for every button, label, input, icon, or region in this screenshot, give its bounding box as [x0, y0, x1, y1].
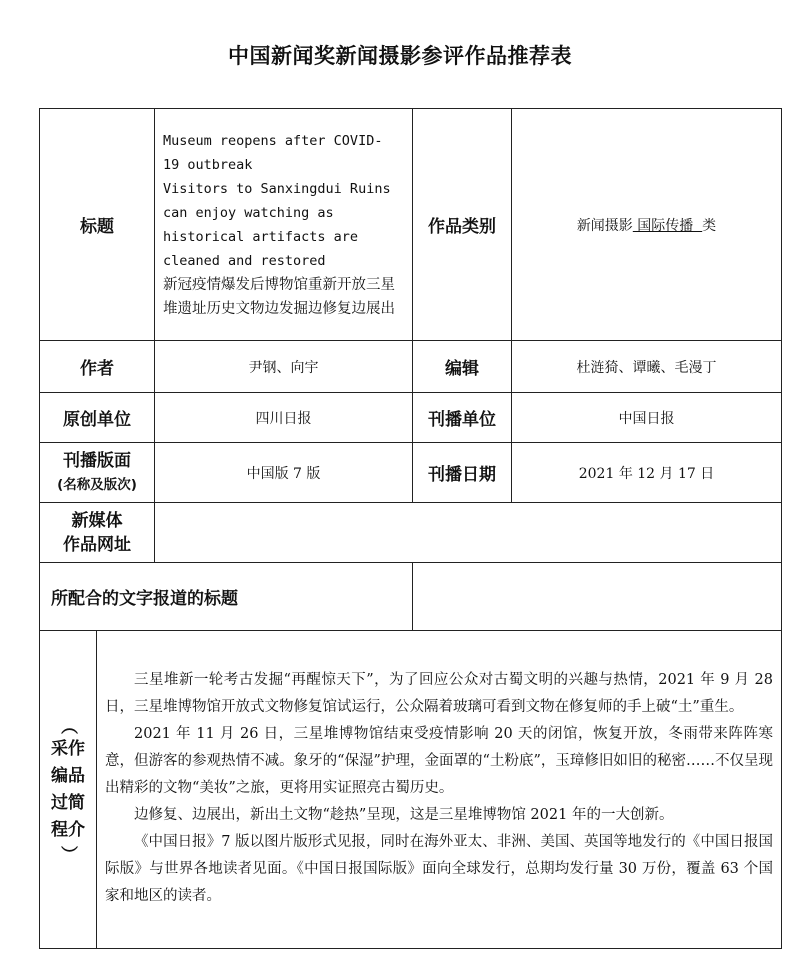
new-media-value [155, 503, 782, 563]
row-author [40, 341, 782, 393]
origin-unit-label: 原创单位 [40, 393, 155, 443]
author-label: 作者 [40, 341, 155, 393]
process-label-pair: 过简 [51, 792, 85, 813]
editor-label: 编辑 [413, 341, 512, 393]
category-underlined-value: 国际传播 [632, 217, 703, 234]
author-value: 尹钢、向宇 [155, 341, 413, 393]
process-body [97, 631, 782, 949]
category-label: 作品类别 [413, 109, 512, 341]
process-label-pair: 采作 [51, 738, 85, 759]
new-media-label-line1: 新媒体 [71, 510, 123, 531]
row-units [40, 393, 782, 443]
row-title [40, 109, 782, 341]
related-report-value [413, 563, 782, 631]
title-value [155, 109, 413, 341]
editor-value: 杜涟猗、谭曦、毛漫丁 [512, 341, 782, 393]
new-media-label-line2: 作品网址 [63, 534, 131, 555]
layout-value: 中国版 7 版 [155, 443, 413, 503]
recommendation-form [39, 108, 782, 949]
process-label-pair: 编品 [51, 765, 85, 786]
process-label [40, 631, 97, 949]
process-paragraph: 2021 年 11 月 26 日，三星堆博物馆结束受疫情影响 20 天的闭馆，恢复开放，冬雨带来阵阵寒意，但游客的参观热情不减。象牙的“保湿”护理，金面罩的“土粉底”，玉璋修旧如旧的秘密……不仅呈现出精彩的文物“美妆”之旅，更将用实证照亮古蜀历史。 [105, 726, 773, 796]
process-paragraph: 边修复、边展出，新出土文物“趁热”呈现，这是三星堆博物馆 2021 年的一大创新。 [134, 807, 674, 823]
process-paragraph: 《中国日报》7 版以图片版形式见报，同时在海外亚太、非洲、美国、英国等地发行的《中国日报国际版》与世界各地读者见面。《中国日报国际版》面向全球发行，总期均发行量 30 万份，覆盖 63 个国家和地区的读者。 [105, 834, 773, 904]
process-paragraph: 三星堆新一轮考古发掘“再醒惊天下”，为了回应公众对古蜀文明的兴趣与热情，2021 年 9 月 28 日，三星堆博物馆开放式文物修复馆试运行，公众隔着玻璃可看到文物在修复师的手上破“土”重生。 [105, 672, 773, 715]
title-label: 标题 [40, 109, 155, 341]
title-english: Museum reopens after COVID- 19 outbreak Visitors to Sanxingdui Ruins can enjoy watching as historical artifacts are cleaned and restored [163, 132, 391, 269]
new-media-label [40, 503, 155, 563]
row-layout [40, 443, 782, 503]
category-value [512, 109, 782, 341]
row-new-media [40, 503, 782, 563]
layout-label-line1: 刊播版面 [63, 450, 131, 471]
origin-unit-value: 四川日报 [155, 393, 413, 443]
process-close-paren: ） [58, 845, 78, 862]
process-open-paren: （ [58, 717, 78, 734]
related-report-label: 所配合的文字报道的标题 [40, 563, 413, 631]
title-chinese: 新冠疫情爆发后博物馆重新开放三星堆遗址历史文物边发掘边修复边展出 [163, 276, 395, 317]
publish-unit-label: 刊播单位 [413, 393, 512, 443]
category-suffix: 类 [702, 217, 717, 234]
process-label-pair: 程介 [51, 819, 85, 840]
layout-label [40, 443, 155, 503]
publish-date-label: 刊播日期 [413, 443, 512, 503]
category-prefix: 新闻摄影 [576, 217, 633, 234]
document-title: 中国新闻奖新闻摄影参评作品推荐表 [228, 44, 572, 68]
publish-unit-value: 中国日报 [512, 393, 782, 443]
layout-label-line2: (名称及版次) [57, 476, 137, 493]
row-related-report [40, 563, 782, 631]
row-process [40, 631, 782, 949]
publish-date-value: 2021 年 12 月 17 日 [512, 443, 782, 503]
